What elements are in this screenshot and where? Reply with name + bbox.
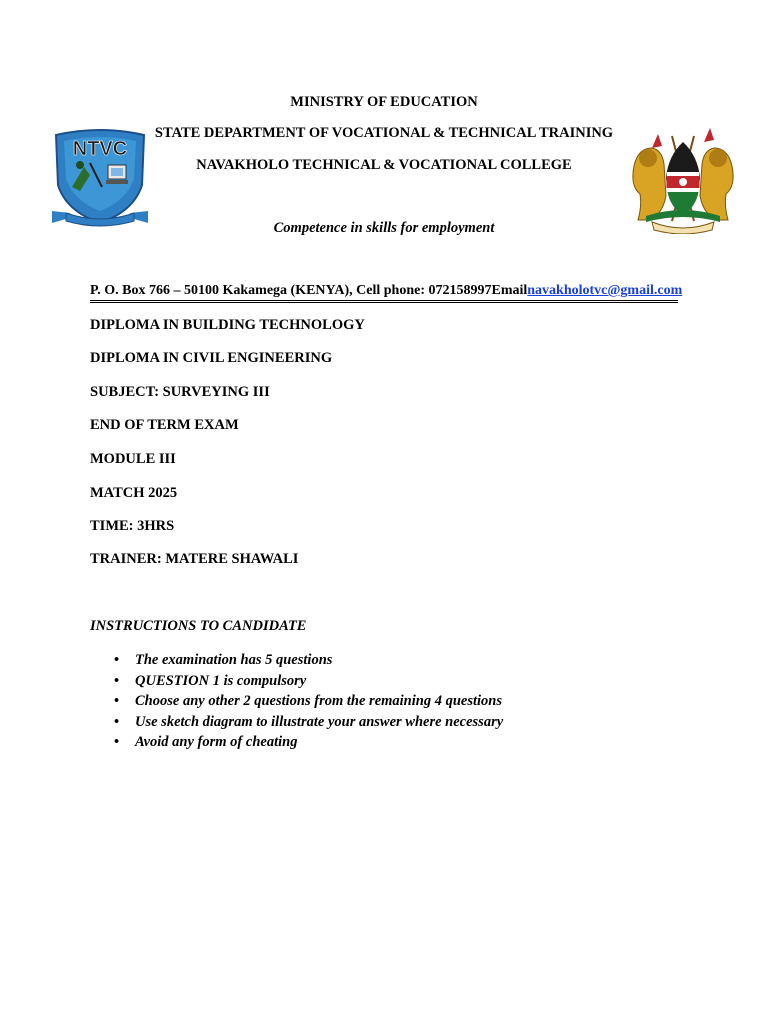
bullet-icon: • [114,734,120,750]
instruction-text: The examination has 5 questions [135,652,333,668]
bullet-icon: • [114,672,120,689]
contact-line [90,283,683,303]
bullet-icon: • [114,652,120,668]
coat-of-arms-emblem [628,126,738,234]
list-item [90,712,503,733]
college-motto: Competence in skills for employment [273,220,495,236]
program-building: DIPLOMA IN BUILDING TECHNOLOGY [90,317,365,333]
logo-text: NTVC [72,138,128,160]
college-heading: NAVAKHOLO TECHNICAL & VOCATIONAL COLLEGE [196,157,572,173]
department-heading: STATE DEPARTMENT OF VOCATIONAL & TECHNICAL TRAINING [154,125,614,141]
list-item [90,691,503,712]
instructions-title: INSTRUCTIONS TO CANDIDATE [90,618,307,634]
contact-text: P. O. Box 766 – 50100 Kakamega (KENYA), Cell phone: 072158997Email [90,283,528,298]
instruction-text: Avoid any form of cheating [135,734,298,750]
subject-line: SUBJECT: SURVEYING III [90,384,270,400]
trainer-line: TRAINER: MATERE SHAWALI [90,551,299,567]
instruction-text: Use sketch diagram to illustrate your answer where necessary [135,713,504,730]
module-line: MODULE III [90,451,176,467]
instructions-list [90,650,503,753]
exam-type-line: END OF TERM EXAM [90,417,239,433]
list-item [90,732,503,753]
program-civil: DIPLOMA IN CIVIL ENGINEERING [90,350,333,366]
list-item [90,650,503,671]
time-line: TIME: 3HRS [90,518,175,534]
list-item [90,671,503,692]
date-line: MATCH 2025 [90,485,178,501]
bullet-icon: • [114,693,120,709]
college-logo [50,127,150,231]
ministry-heading: MINISTRY OF EDUCATION [290,94,478,110]
bullet-icon: • [114,713,120,730]
instruction-text: QUESTION 1 is compulsory [135,672,307,689]
instruction-text: Choose any other 2 questions from the remaining 4 questions [135,693,502,709]
email-link[interactable]: navakholotvc@gmail.com [527,283,683,298]
